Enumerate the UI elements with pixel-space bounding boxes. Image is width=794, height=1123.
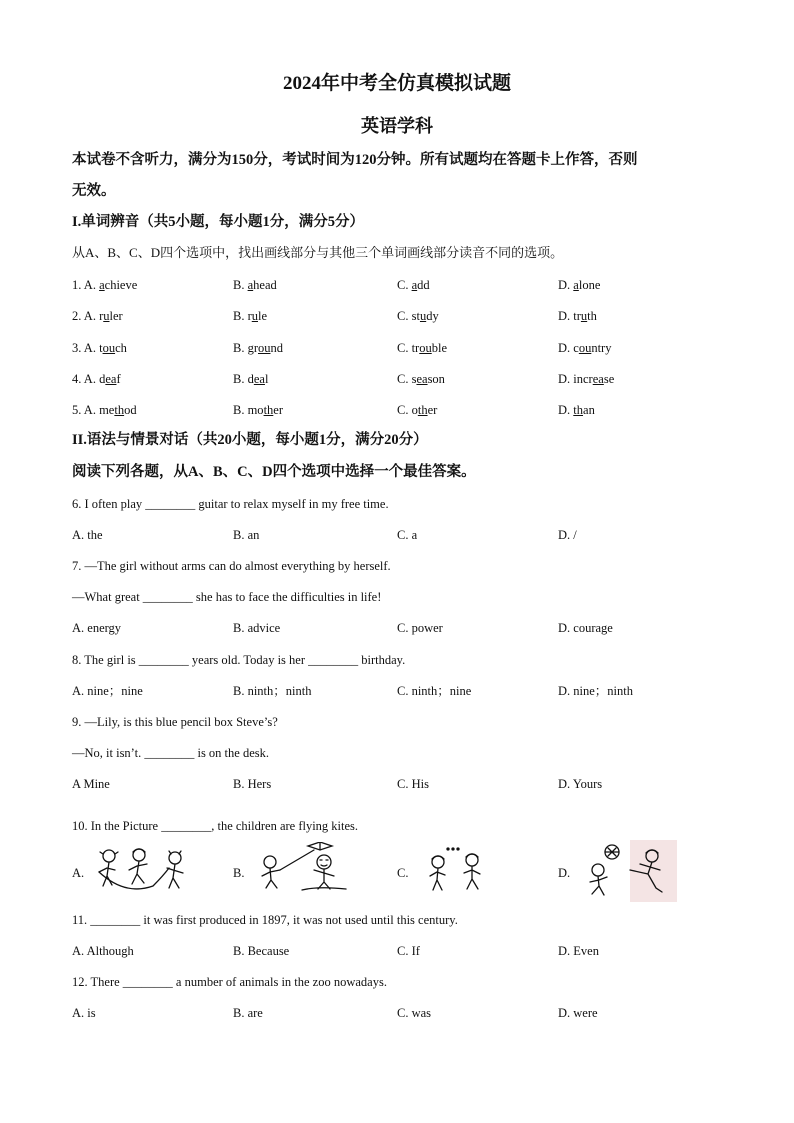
q6-option-a: A. the <box>72 528 103 542</box>
q10-picture-b-kite-icon <box>258 842 350 892</box>
q8-option-a: A. nine；nine <box>72 684 143 698</box>
q4-option-a: 4. A. deaf <box>72 372 121 386</box>
q7-option-a: A. energy <box>72 621 122 635</box>
q7-stem-line-2: —What great ________ she has to face the difficulties in life! <box>72 590 382 604</box>
q4-option-b: B. deal <box>233 372 269 386</box>
subject-title: 英语学科 <box>361 116 433 136</box>
notice-line-2: 无效。 <box>72 183 116 199</box>
q8-option-c: C. ninth；nine <box>397 684 472 698</box>
q9-option-a: A Mine <box>72 777 110 791</box>
q4-option-c: C. season <box>397 372 445 386</box>
q2-option-c: C. study <box>397 309 439 323</box>
q11-option-b: B. Because <box>233 944 290 958</box>
q9-stem-line-2: —No, it isn’t. ________ is on the desk. <box>72 746 269 760</box>
q2-option-d: D. truth <box>558 309 597 323</box>
q5-option-a: 5. A. method <box>72 403 137 417</box>
q9-stem-line-1: 9. —Lily, is this blue pencil box Steve’s? <box>72 715 278 729</box>
section1-heading: I.单词辨音（共5小题，每小题1分，满分5分） <box>72 214 365 230</box>
q11-option-d: D. Even <box>558 944 599 958</box>
notice-line-1: 本试卷不含听力，满分为150分，考试时间为120分钟。所有试题均在答题卡上作答，否则 <box>72 152 638 168</box>
q1-option-a: 1. A. achieve <box>72 278 138 292</box>
q9-option-c: C. His <box>397 777 429 791</box>
q3-option-b: B. ground <box>233 341 283 355</box>
q10-picture-d-football-icon <box>582 840 677 902</box>
q7-option-d: D. courage <box>558 621 613 635</box>
q2-option-a: 2. A. ruler <box>72 309 123 323</box>
q1-option-b: B. ahead <box>233 278 277 292</box>
q1-option-d: D. alone <box>558 278 601 292</box>
q10-stem: 10. In the Picture ________, the children are flying kites. <box>72 819 359 833</box>
q10-picture-a-jump-rope-icon <box>95 846 195 894</box>
q8-option-d: D. nine；ninth <box>558 684 633 698</box>
q6-option-c: C. a <box>397 528 418 542</box>
q7-option-c: C. power <box>397 621 443 635</box>
q1-option-c: C. add <box>397 278 430 292</box>
q5-option-d: D. than <box>558 403 595 417</box>
q12-option-c: C. was <box>397 1006 432 1020</box>
q12-option-b: B. are <box>233 1006 263 1020</box>
q8-stem: 8. The girl is ________ years old. Today is her ________ birthday. <box>72 653 406 667</box>
q9-option-d: D. Yours <box>558 777 603 791</box>
q12-option-a: A. is <box>72 1006 96 1020</box>
q3-option-c: C. trouble <box>397 341 448 355</box>
q2-option-b: B. rule <box>233 309 268 323</box>
q6-option-b: B. an <box>233 528 260 542</box>
q7-option-b: B. advice <box>233 621 281 635</box>
q5-option-c: C. other <box>397 403 438 417</box>
q5-option-b: B. mother <box>233 403 284 417</box>
section2-instruction: 阅读下列各题，从A、B、C、D四个选项中选择一个最佳答案。 <box>72 464 476 480</box>
q10-option-b-label: B. <box>233 866 245 880</box>
q6-stem: 6. I often play ________ guitar to relax myself in my free time. <box>72 497 389 511</box>
q10-option-a-label: A. <box>72 866 85 880</box>
q9-option-b: B. Hers <box>233 777 272 791</box>
q11-stem: 11. ________ it was first produced in 1897, it was not used until this century. <box>72 913 458 927</box>
q3-option-a: 3. A. touch <box>72 341 127 355</box>
q3-option-d: D. country <box>558 341 612 355</box>
q12-stem: 12. There ________ a number of animals in the zoo nowadays. <box>72 975 387 989</box>
q7-stem-line-1: 7. —The girl without arms can do almost everything by herself. <box>72 559 391 573</box>
page-title: 2024年中考全仿真模拟试题 <box>282 73 511 94</box>
q10-option-c-label: C. <box>397 866 409 880</box>
q4-option-d: D. increase <box>558 372 615 386</box>
q11-option-a: A. Although <box>72 944 134 958</box>
q11-option-c: C. If <box>397 944 420 958</box>
q12-option-d: D. were <box>558 1006 598 1020</box>
q8-option-b: B. ninth；ninth <box>233 684 312 698</box>
section2-heading: II.语法与情景对话（共20小题，每小题1分，满分20分） <box>72 432 428 448</box>
section1-instruction: 从A、B、C、D四个选项中，找出画线部分与其他三个单词画线部分读音不同的选项。 <box>72 245 564 260</box>
q6-option-d: D. / <box>558 528 577 542</box>
q10-picture-c-children-icon <box>422 846 488 892</box>
q10-option-d-label: D. <box>558 866 571 880</box>
